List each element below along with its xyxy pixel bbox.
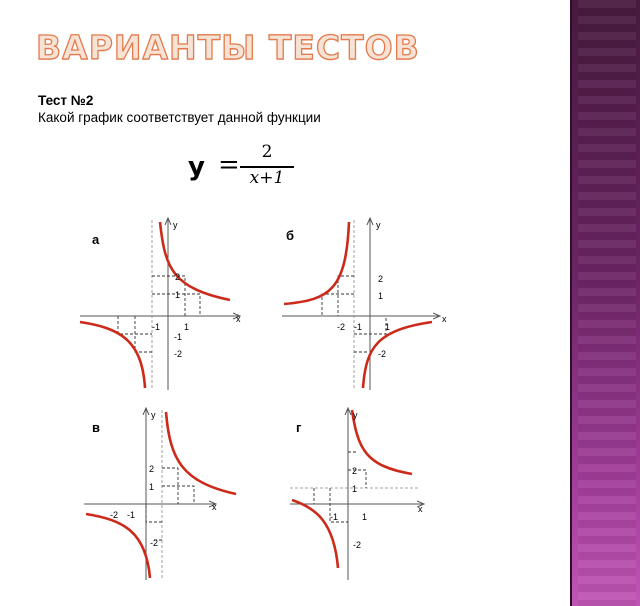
curve-branch-right [166,412,236,494]
graph-label-a: а [92,232,100,247]
graph-label-g: г [296,420,302,435]
tick-label: 2 [149,464,155,474]
tick-label: 2 [175,272,181,282]
formula-numerator: 2 [261,142,273,162]
tick-label: 1 [184,322,190,332]
formula-equals: = [218,150,240,180]
tick-label: 1 [352,484,358,494]
test-number: Тест №2 [38,93,94,108]
axis-y-label: y [151,410,156,420]
tick-label: -2 [378,349,387,359]
decorative-sidebar [570,0,640,606]
tick-label: -2 [110,510,119,520]
axis-x-label: x [442,314,447,324]
tick-label: -2 [174,349,183,359]
axis-x-label: x [212,502,217,512]
graph-label-b: б [286,228,295,243]
axis-y-label: y [353,410,358,420]
formula-lhs: y [188,152,205,182]
tick-label: 1 [378,291,384,301]
tick-label: -2 [353,540,362,550]
tick-label: 1 [175,290,181,300]
tick-label: -2 [337,322,346,332]
guide-lines [118,276,200,352]
tick-label: -1 [330,512,339,522]
guide-lines [314,452,366,522]
axis-y-label: y [376,220,381,230]
formula-denominator: x+1 [249,168,285,188]
tick-label: 2 [378,274,384,284]
curve-branch-right [352,410,412,474]
graph-a [80,218,241,390]
graph-b [282,218,447,390]
curve-branch-left [86,514,150,578]
tick-label: -1 [354,322,363,332]
tick-label: -1 [127,510,136,520]
tick-label: 1 [362,512,368,522]
tick-label: 1 [149,482,155,492]
graph-label-v: в [92,420,100,435]
curve-branch-left [292,500,338,568]
curve-branch-right [363,322,432,388]
axis-y-label: y [173,220,178,230]
axis-x-label: x [418,504,423,514]
tick-label: -1 [152,322,161,332]
graph-v [84,408,236,580]
tick-label: -1 [174,332,183,342]
tick-label: 2 [352,466,358,476]
axis-x-label: x [236,314,241,324]
graph-g [290,408,424,580]
tick-label: -2 [150,538,159,548]
question-text: Какой график соответствует данной функции [38,110,321,125]
slide-title: ВАРИАНТЫ ТЕСТОВ [36,28,420,67]
tick-label: 1 [385,322,391,332]
curve-branch-right [160,222,230,300]
sidebar-stripes [578,0,636,606]
